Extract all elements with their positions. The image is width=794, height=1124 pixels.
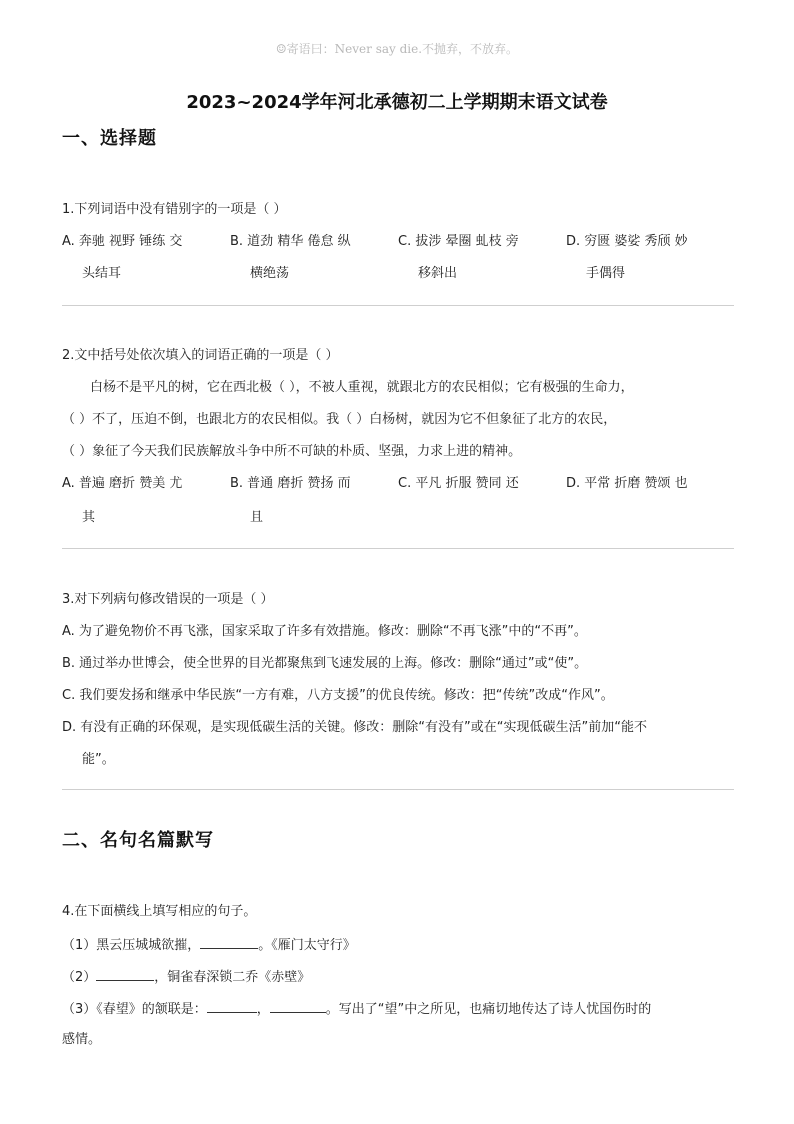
section-title-choice: 一、选择题	[62, 128, 157, 149]
question-4-stem: 4.在下面横线上填写相应的句子。	[62, 904, 257, 919]
q2-option-d: D. 平常 折磨 赞颂 也	[566, 476, 688, 491]
q1-option-d-cont: 手偶得	[586, 266, 626, 281]
q4-sentence-2	[62, 966, 310, 988]
q3-option-d-cont: 能”。	[82, 752, 115, 767]
q2-passage-line-2: （ ）不了，压迫不倒，也跟北方的农民相似。我（ ）白杨树，就因为它不但象征了北方的农民，	[62, 412, 617, 427]
question-divider	[62, 305, 734, 306]
q1-option-b-cont: 横绝荡	[250, 266, 290, 281]
q1-option-d: D. 穷匮 婆娑 秀颀 妙	[566, 234, 688, 249]
q4-s1-suffix: 。《雁门太守行》	[258, 938, 356, 953]
q2-option-b: B. 普通 磨折 赞扬 而	[230, 476, 351, 491]
q1-option-c-cont: 移斜出	[418, 266, 458, 281]
q2-option-a-cont: 其	[82, 510, 96, 525]
q3-option-d: D. 有没有正确的环保观，是实现低碳生活的关键。修改：删除“有没有”或在“实现低碳生活”前加“能不	[62, 720, 647, 735]
q4-s2-suffix: ，铜雀春深锁二乔《赤壁》	[154, 970, 311, 985]
q3-option-b: B. 通过举办世博会，使全世界的目光都聚焦到飞速发展的上海。修改：删除“通过”或“使”。	[62, 656, 588, 671]
fill-blank[interactable]	[96, 966, 154, 981]
q3-option-a: A. 为了避免物价不再飞涨，国家采取了许多有效措施。修改：删除“不再飞涨”中的“不再”。	[62, 624, 587, 639]
fill-blank[interactable]	[270, 998, 326, 1013]
q4-s1-prefix: （1）黑云压城城欲摧，	[62, 938, 201, 953]
q4-s2-prefix: （2）	[62, 970, 97, 985]
q1-option-a: A. 奔驰 视野 锤练 交	[62, 234, 183, 249]
question-divider	[62, 789, 734, 790]
q4-s3-suffix: 。写出了“望”中之所见，也痛切地传达了诗人忧国伤时的	[325, 1002, 652, 1017]
q4-s3-separator: ，	[256, 1002, 270, 1017]
q2-passage-line-1: 白杨不是平凡的树，它在西北极（ ），不被人重视，就跟北方的农民相似；它有极强的生命力，	[90, 380, 634, 395]
fill-blank[interactable]	[200, 934, 258, 949]
q4-s3-prefix: （3）《春望》的颔联是：	[62, 1002, 207, 1017]
q2-option-b-cont: 且	[250, 510, 264, 525]
q3-option-c: C. 我们要发扬和继承中华民族“一方有难，八方支援”的优良传统。修改：把“传统”改成“作风”。	[62, 688, 614, 703]
question-2-stem: 2.文中括号处依次填入的词语正确的一项是（ ）	[62, 348, 339, 363]
q2-option-c: C. 平凡 折服 赞同 还	[398, 476, 519, 491]
document-title: 2023~2024学年河北承德初二上学期期末语文试卷	[186, 92, 608, 113]
section-title-recitation: 二、名句名篇默写	[62, 830, 214, 851]
q1-option-a-cont: 头结耳	[82, 266, 122, 281]
q4-sentence-1	[62, 934, 356, 956]
q4-sentence-3	[62, 998, 651, 1020]
q2-option-a: A. 普遍 磨折 赞美 尤	[62, 476, 183, 491]
question-1-stem: 1.下列词语中没有错别字的一项是（ ）	[62, 202, 287, 217]
q2-passage-line-3: （ ）象征了今天我们民族解放斗争中所不可缺的朴质、坚强，力求上进的精神。	[62, 444, 522, 459]
header-motto: ☺寄语曰：Never say die.不抛弃，不放弃。	[275, 42, 519, 56]
fill-blank[interactable]	[207, 998, 257, 1013]
question-divider	[62, 548, 734, 549]
q1-option-b: B. 道劲 精华 倦怠 纵	[230, 234, 351, 249]
q4-sentence-3-cont: 感情。	[62, 1032, 102, 1047]
q1-option-c: C. 拔涉 晕圈 虬枝 旁	[398, 234, 519, 249]
question-3-stem: 3.对下列病句修改错误的一项是（ ）	[62, 592, 274, 607]
